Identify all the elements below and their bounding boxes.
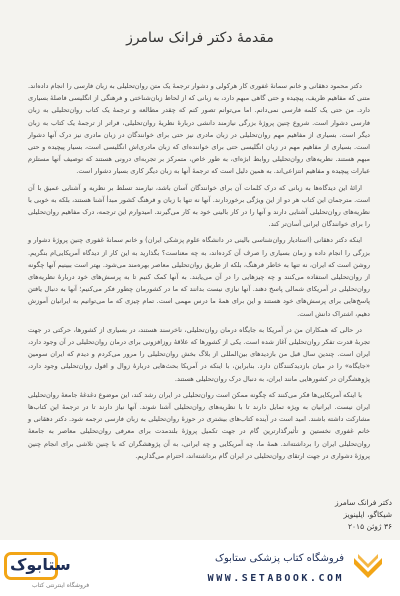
signature-name: دکتر فرانک سامرز (334, 498, 392, 507)
page-title: مقدمهٔ دکتر فرانک سامرز (126, 30, 274, 46)
watermark-footer (0, 540, 400, 596)
brand-title: فروشگاه کتاب پزشکی ستابوک (215, 553, 344, 564)
signature-block (296, 497, 392, 533)
paragraph: در حالی که همکاران من در آمریکا به جایگاه درمان روان‌تحلیلی، ناخرسند هستند، در بسیاری از کشورها، حرکتی در جهت تجربهٔ قدرت تفکر روان‌تحلیلی آغاز شده است. یکی از کشورها که علاقهٔ روزافزونی برای درمان روان‌تحلیلی در آن وجود دارد، ایران است. چندین سال قبل من بازدیدهای بین‌المللی از بلاگ بخش روان‌تحلیلی را مرور می‌کردم و دیدم که ایران سومین «جایگاه» را در میان بازدیدکنندگان دارد. بنابراین، با اینکه در آمریکا بحث‌هایی دربارهٔ زوال و افول روان‌تحلیلی وجود دارد، پژوهشگران در کشورهایی مانند ایران، به دنبال درک روان‌تحلیلی هستند. (28, 325, 370, 383)
signature-date: ۳۶ ژوئن ۲۰۱۵ (348, 522, 392, 531)
logo-subtitle: فروشگاه اینترنتی کتاب (32, 582, 90, 589)
signature-place: شیکاگو، ایلینویز (343, 510, 392, 519)
setabook-logo[interactable] (4, 548, 124, 590)
paragraph: ارائهٔ این دیدگاه‌ها به زبانی که درک کلمات آن برای خوانندگان آسان باشد، نیازمند تسلط بر نظریه و آشنایی عمیق با آن است. مترجمان این کتاب هر دو از این ویژگی برخوردارند. آنها نه تنها با زبان و فرهنگ کشور مبدأ آشنا هستند، بلکه به خوبی با نظریه‌های روان‌تحلیلی آشنایی دارند و آنها را در کار بالینی خود به کار می‌گیرند. امیدوارم این ترجمه، درک مفاهیم روان‌تحلیلی را برای خوانندگان ایرانی آسان‌تر کند. (28, 183, 370, 229)
logo-text: ستابوک (10, 555, 71, 574)
paragraph: اینکه دکتر دهقانی (استادیار روان‌شناسی بالینی در دانشگاه علوم پزشکی ایران) و خانم سمانهٔ غفوری چنین پروژهٔ دشوار و بزرگی را انجام داده و زمان بسیاری را صرف آن کرده‌اند، به چه معناست؟ بگذارید به این کار از دیدگاه آمریکایی‌ام بنگریم. روشن است که ایران، نه تنها به خاطر فرهنگ، بلکه از طریق روان‌تحلیلی معاصر بهره‌مند می‌شود. بهتر است ببینیم آنها چگونه از روان‌تحلیلی استفاده می‌کنند و چه چیزهایی را در آن می‌یابند. به آنها کمک کنیم تا به پرسش‌های خود دربارهٔ نظریه‌های روان‌تحلیلی در آمریکای شمالی پاسخ دهند. آنها نیازی نیست بدانند که ما در کشورمان چطور فکر می‌کنیم؛ آنها به دنبال یافتن پاسخ‌هایی برای پرسش‌های خود هستند و این برای همهٔ ما درس مهمی است. تمام چیزی که ما می‌توانیم به ایرانیان آموزش دهیم، اشتراک دانش است. (28, 236, 370, 318)
paragraph: دکتر محمود دهقانی و خانم سمانهٔ غفوری کار هرکولی و دشوار ترجمهٔ یک متن روان‌تحلیلی به زبان فارسی را انجام داده‌اند. متنی که مفاهیم ظریف، پیچیده و حتی گاهی مبهم دارد، به زبانی که از لحاظ زبان‌شناختی و فرهنگی از انگلیسی فاصلهٔ بسیاری دارد. من حتی یک کلمه فارسی نمی‌دانم. اما می‌توانم تصور کنم که چقدر مطالعه و ترجمهٔ یک کتاب روان‌تحلیلی به زبان فارسی دشوار است. شروع چنین پروژهٔ بزرگی نیازمند دانشی دربارهٔ نظریهٔ روان‌تحلیلی، فراتر از ترجمهٔ یک کتاب به زبان دیگر است. بسیاری از مفاهیم مهم روان‌تحلیلی در زبان مادری نیز حتی برای خوانندگان در زبان مادری نیز درک آنها دشوار است. بسیاری از مفاهیم مهم در زبان انگلیسی حتی برای خواننده‌ای که زبان مادری‌اش انگلیسی است، بسیار پیچیده و حتی مبهم هستند. نظریه‌های روان‌تحلیلی روابط ابژه‌ای، به طور خاص، متمرکز بر تجربه‌ای درونی هستند که توصیف آنها مستلزم عبارات پیچیده و مفاهیم انتزاعی‌اند. به همین دلیل است که ترجمهٔ آنها به زبان دیگر کاری بسیار دشوار است. (28, 82, 370, 176)
preface-body (28, 80, 370, 466)
brand-url[interactable]: WWW.SETABOOK.COM (207, 573, 344, 584)
bird-icon (352, 552, 386, 584)
paragraph: با اینکه آمریکایی‌ها فکر می‌کنند که چگونه ممکن است روان‌تحلیلی در ایران رشد کند، این موضوع دغدغهٔ جامعهٔ روان‌تحلیلی ایران نیست. ایرانیان به ویژه تمایل دارند تا با نظریه‌های روان‌تحلیلی آشنا شوند. آنها نیاز دارند تا در ترجمهٔ این کتاب‌ها مشارکت داشته باشند. امید است در آینده کتاب‌های بیشتری در حوزهٔ روان‌تحلیلی به زبان فارسی ترجمه شود. دکتر دهقانی و خانم غفوری نخستین و تأثیرگذارترین گام در جهت تکمیل پروژهٔ بلندمدت برای معرفی روان‌تحلیلی معاصر به جامعهٔ روان‌تحلیلی ایران را برداشته‌اند. همهٔ ما، چه آمریکایی و چه ایرانی، به آن پژوهشگران که با چنین تلاشی برای انجام چنین پروژهٔ دشواری در جهت ارتقای روان‌تحلیلی در ایران گام برداشته‌اند، احترام می‌گذاریم. (28, 390, 370, 460)
